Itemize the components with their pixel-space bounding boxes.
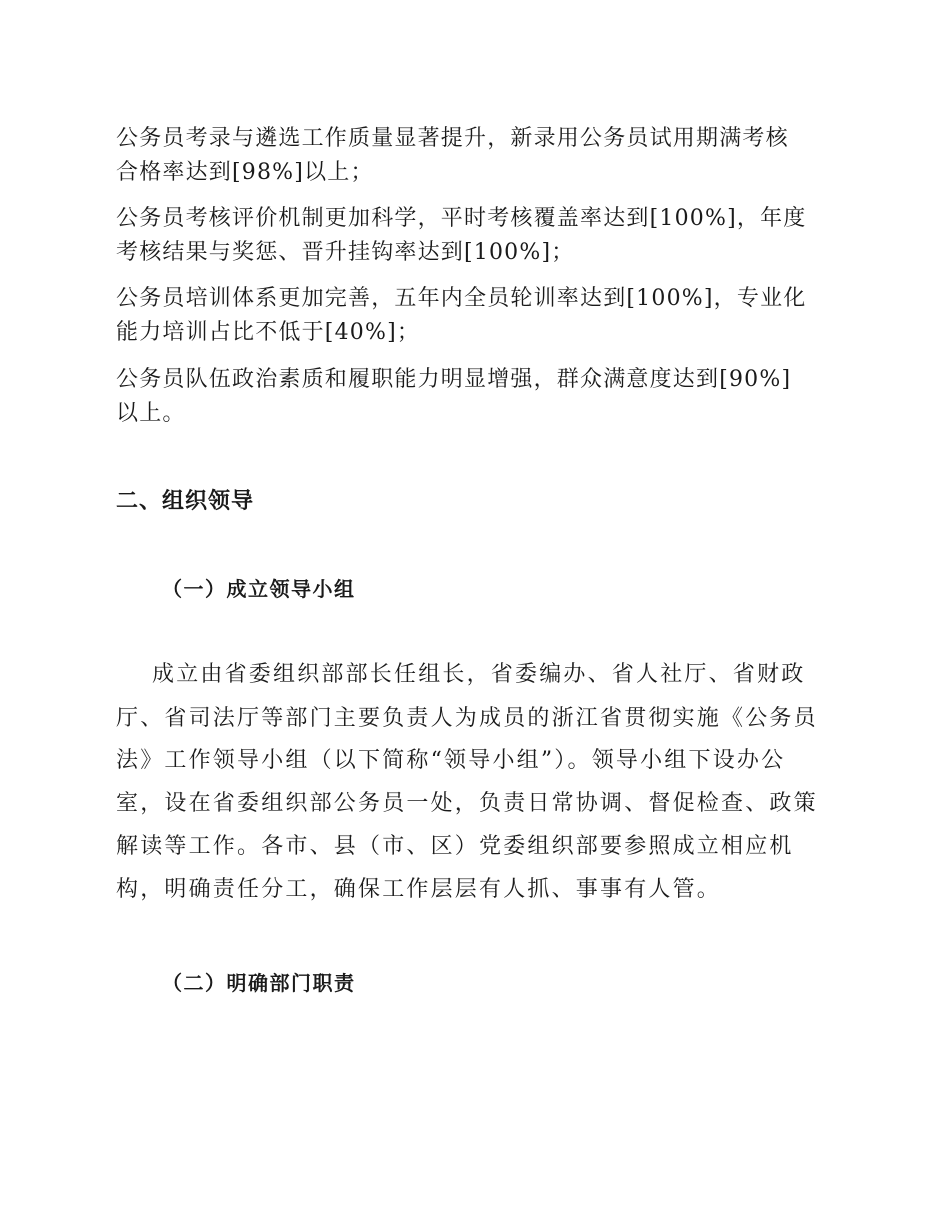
subsection-1-line-5: 解读等工作。各市、县（市、区）党委组织部要参照成立相应机	[116, 834, 794, 859]
subsection-1-line-2: 厅、省司法厅等部门主要负责人为成员的浙江省贯彻实施《公务员	[116, 706, 818, 731]
goal-2-line-2: 考核结果与奖惩、晋升挂钩率达到[100%]；	[116, 240, 575, 265]
goal-3-line-2: 能力培训占比不低于[40%]；	[116, 320, 421, 345]
subsection-1-line-4: 室，设在省委组织部公务员一处，负责日常协调、督促检查、政策	[116, 791, 818, 816]
subsection-1-line-3: 法》工作领导小组（以下简称“领导小组”）。领导小组下设办公	[116, 748, 786, 773]
goal-1-line-2: 合格率达到[98%]以上；	[116, 160, 374, 185]
section-2-heading: 二、组织领导	[116, 489, 255, 514]
goal-4-line-2: 以上。	[116, 401, 186, 426]
goal-1-line-1: 公务员考录与遴选工作质量显著提升，新录用公务员试用期满考核	[116, 126, 789, 151]
goal-4-line-1: 公务员队伍政治素质和履职能力明显增强，群众满意度达到[90%]	[116, 367, 792, 392]
subsection-1-line-1: 成立由省委组织部部长任组长，省委编办、省人社厅、省财政	[152, 662, 806, 687]
goal-2-line-1: 公务员考核评价机制更加科学，平时考核覆盖率达到[100%]，年度	[116, 206, 807, 231]
goal-3-line-1: 公务员培训体系更加完善，五年内全员轮训率达到[100%]，专业化	[116, 286, 807, 311]
subsection-1-heading: （一）成立领导小组	[162, 577, 356, 601]
subsection-1-line-6: 构，明确责任分工，确保工作层层有人抓、事事有人管。	[116, 877, 722, 902]
subsection-2-heading: （二）明确部门职责	[162, 971, 356, 995]
